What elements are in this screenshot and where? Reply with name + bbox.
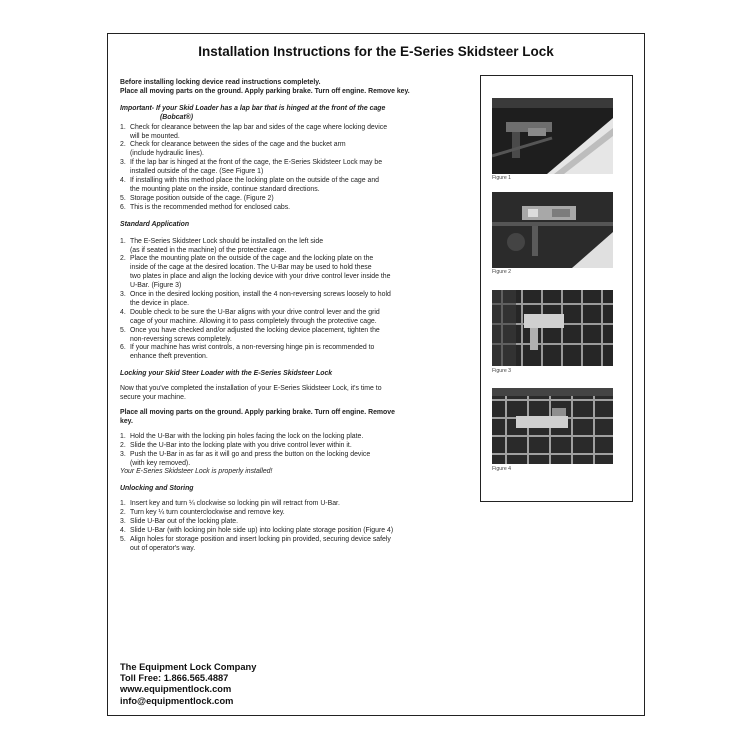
list-item-text: Storage position outside of the cage. (Figure 2)	[130, 194, 274, 202]
list-item-text: Once in the desired locking position, install the 4 non-reversing screws loosely to hold	[130, 291, 391, 299]
list-item	[120, 344, 476, 362]
list-item-text: (with key removed).	[130, 459, 191, 467]
list-item-text: If your machine has wrist controls, a non-reversing hinge pin is recommended to	[130, 344, 375, 352]
list-item-text: Double check to be sure the U-Bar aligns with your drive control lever and the grid	[130, 308, 380, 316]
list-item	[120, 124, 476, 142]
locking-paragraph-1-line: secure your machine.	[120, 394, 186, 402]
figure-4-photo	[492, 388, 613, 464]
list-item	[120, 500, 476, 509]
installed-note: Your E-Series Skidsteer Lock is properly installed!	[120, 468, 273, 476]
figure-3-photo	[492, 290, 613, 366]
intro-line-2: Place all moving parts on the ground. Apply parking brake. Turn off engine. Remove key.	[120, 87, 410, 95]
list-item-text: installed outside of the cage. (See Figure 1)	[130, 168, 264, 176]
list-item	[120, 159, 476, 177]
list-item	[120, 177, 476, 195]
list-item-text: enhance theft prevention.	[130, 353, 208, 361]
list-item-text: Slide U-Bar out of the locking plate.	[130, 518, 239, 526]
phone-number: Toll Free: 1.866.565.4887	[120, 673, 229, 684]
list-item	[120, 527, 476, 536]
list-item-number: 2.	[120, 509, 126, 517]
list-item	[120, 327, 476, 345]
list-item-number: 5.	[120, 326, 126, 334]
intro-line-1: Before installing locking device read instructions completely.	[120, 79, 321, 86]
website-address: www.equipmentlock.com	[120, 684, 232, 695]
list-item-text: Check for clearance between the sides of the cage and the bucket arm	[130, 141, 346, 149]
locking-paragraph-1-line: Now that you've completed the installation of your E-Series Skidsteer Lock, it's time to	[120, 385, 382, 393]
list-item	[120, 204, 476, 213]
locking-paragraph-2-line: Place all moving parts on the ground. Apply parking brake. Turn off engine. Remove	[120, 409, 395, 416]
important-heading: Important- If your Skid Loader has a lap bar that is hinged at the front of the cage	[120, 104, 386, 112]
figure-1-photo	[492, 98, 613, 174]
list-item-text: two plates in place and align the locking device with your drive control lever inside the	[130, 273, 391, 281]
company-name: The Equipment Lock Company	[120, 662, 257, 672]
list-item	[120, 291, 476, 309]
list-item-text: will be mounted.	[130, 132, 180, 140]
list-item-number: 3.	[120, 518, 126, 526]
list-item-text: Place the mounting plate on the outside of the cage and the locking plate on the	[130, 255, 374, 263]
list-item-number: 2.	[120, 441, 126, 449]
list-item-text: Push the U-Bar in as far as it will go and press the button on the locking device	[130, 450, 371, 458]
list-item-text: non-reversing screws completely.	[130, 335, 232, 343]
list-item-text: the device in place.	[130, 299, 189, 307]
list-item-number: 3.	[120, 450, 126, 458]
locking-heading: Locking your Skid Steer Loader with the E-Series Skidsteer Lock	[120, 370, 333, 378]
email-address: info@equipmentlock.com	[120, 695, 234, 706]
list-item-number: 5.	[120, 194, 126, 202]
list-item	[120, 518, 476, 527]
list-item	[120, 536, 476, 554]
list-item-number: 1.	[120, 432, 126, 440]
list-item-text: Align holes for storage position and insert locking pin provided, securing device safely	[130, 535, 391, 543]
list-item-number: 4.	[120, 526, 126, 534]
list-item-number: 6.	[120, 344, 126, 352]
instruction-sheet	[107, 33, 645, 716]
list-item	[120, 195, 476, 204]
list-item-text: Hold the U-Bar with the locking pin holes facing the lock on the locking plate.	[130, 432, 364, 440]
important-subheading: (Bobcat®)	[160, 113, 194, 121]
standard-list	[120, 238, 476, 363]
list-item	[120, 309, 476, 327]
figure-3-caption: Figure 3	[492, 368, 512, 374]
page-title: Installation Instructions for the E-Series Skidsteer Lock	[198, 44, 554, 59]
list-item	[120, 509, 476, 518]
figure-1-caption: Figure 1	[492, 175, 512, 181]
list-item-number: 4.	[120, 177, 126, 185]
list-item-number: 2.	[120, 255, 126, 263]
list-item-text: Once you have checked and/or adjusted the locking device placement, tighten the	[130, 326, 380, 334]
figures-panel	[480, 75, 633, 502]
contact-block	[120, 662, 420, 707]
list-item-text: (include hydraulic lines).	[130, 150, 204, 158]
list-item-text: U-Bar. (Figure 3)	[130, 282, 182, 290]
list-item-text: Check for clearance between the lap bar and sides of the cage where locking device	[130, 123, 388, 131]
important-list	[120, 124, 476, 213]
figure-2-photo	[492, 192, 613, 268]
list-item	[120, 451, 476, 469]
list-item-number: 5.	[120, 535, 126, 543]
list-item-text: cage of your machine. Allowing it to pass completely through the protective cage.	[130, 317, 377, 325]
unlocking-heading: Unlocking and Storing	[120, 485, 194, 493]
list-item	[120, 442, 476, 451]
list-item-text: Slide the U-Bar into the locking plate with you drive control lever within it.	[130, 441, 352, 449]
list-item	[120, 433, 476, 442]
list-item-number: 1.	[120, 123, 126, 131]
list-item-number: 4.	[120, 308, 126, 316]
list-item-text: This is the recommended method for enclosed cabs.	[130, 203, 291, 211]
list-item-text: Turn key ¼ turn counterclockwise and remove key.	[130, 509, 285, 517]
list-item-text: The E-Series Skidsteer Lock should be installed on the left side	[130, 237, 324, 245]
figure-4-caption: Figure 4	[492, 466, 512, 472]
list-item-text: out of operator's way.	[130, 544, 196, 552]
list-item-number: 2.	[120, 141, 126, 149]
list-item-number: 6.	[120, 203, 126, 211]
list-item-number: 1.	[120, 500, 126, 508]
list-item	[120, 141, 476, 159]
list-item	[120, 255, 476, 291]
unlocking-list	[120, 500, 476, 553]
list-item-text: the mounting plate on the inside, continue standard directions.	[130, 185, 320, 193]
list-item-number: 3.	[120, 159, 126, 167]
list-item-text: Insert key and turn ¼ clockwise so locking pin will retract from U-Bar.	[130, 500, 340, 508]
list-item-text: Slide U-Bar (with locking pin hole side up) into locking plate storage position (Figure 4)	[130, 526, 394, 534]
figure-2-caption: Figure 2	[492, 269, 512, 275]
list-item-number: 1.	[120, 237, 126, 245]
list-item-text: If the lap bar is hinged at the front of the cage, the E-Series Skidsteer Lock may be	[130, 159, 383, 167]
instructions-body	[120, 79, 476, 554]
standard-heading: Standard Application	[120, 220, 190, 228]
list-item-text: (as if seated in the machine) of the protective cage.	[130, 246, 287, 254]
locking-list	[120, 433, 476, 469]
locking-paragraph-2-line: key.	[120, 417, 133, 425]
locking-paragraph-1	[120, 385, 476, 403]
list-item	[120, 238, 476, 256]
list-item-number: 3.	[120, 291, 126, 299]
locking-paragraph-2	[120, 409, 476, 427]
list-item-text: inside of the cage at the desired location. The U-Bar may be used to hold these	[130, 264, 372, 272]
list-item-text: If installing with this method place the locking plate on the outside of the cage and	[130, 177, 379, 185]
